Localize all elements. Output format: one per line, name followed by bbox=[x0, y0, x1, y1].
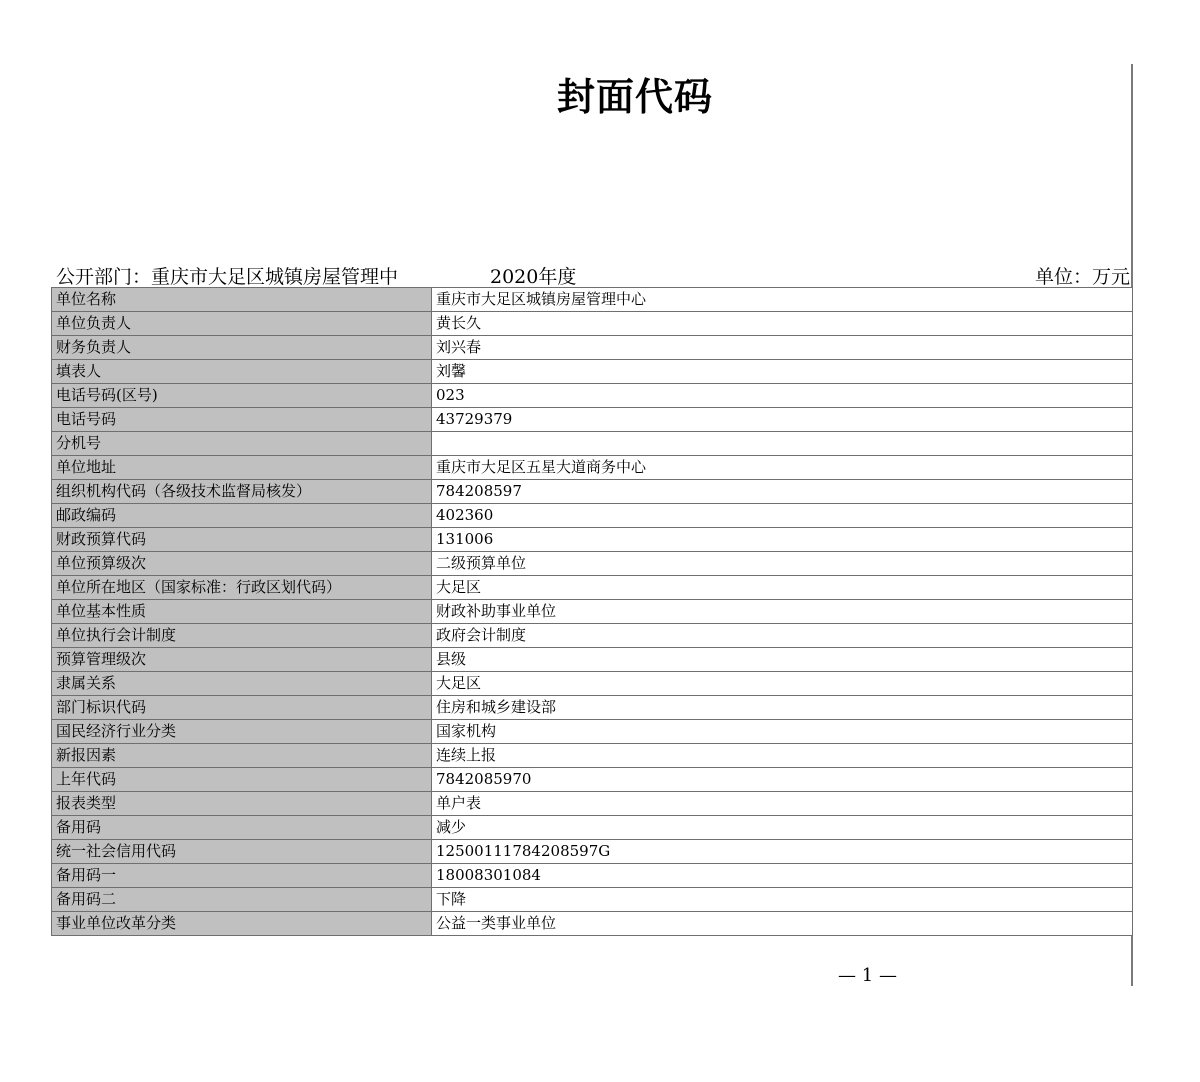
table-row bbox=[52, 888, 1133, 912]
table-row bbox=[52, 288, 1133, 312]
report-meta-line bbox=[52, 262, 1130, 288]
row-value: 县级 bbox=[432, 648, 1133, 672]
row-label: 单位预算级次 bbox=[52, 552, 432, 576]
row-label: 报表类型 bbox=[52, 792, 432, 816]
row-value: 连续上报 bbox=[432, 744, 1133, 768]
row-value: 重庆市大足区五星大道商务中心 bbox=[432, 456, 1133, 480]
row-value: 12500111784208597G bbox=[432, 840, 1133, 864]
row-value: 大足区 bbox=[432, 576, 1133, 600]
table-row bbox=[52, 792, 1133, 816]
row-value: 下降 bbox=[432, 888, 1133, 912]
row-label: 电话号码(区号) bbox=[52, 384, 432, 408]
row-label: 单位负责人 bbox=[52, 312, 432, 336]
row-value: 住房和城乡建设部 bbox=[432, 696, 1133, 720]
row-label: 填表人 bbox=[52, 360, 432, 384]
row-label: 上年代码 bbox=[52, 768, 432, 792]
table-row bbox=[52, 648, 1133, 672]
cover-code-table-body bbox=[52, 288, 1133, 936]
row-label: 部门标识代码 bbox=[52, 696, 432, 720]
row-label: 财务负责人 bbox=[52, 336, 432, 360]
row-value: 黄长久 bbox=[432, 312, 1133, 336]
row-value: 单户表 bbox=[432, 792, 1133, 816]
table-row bbox=[52, 552, 1133, 576]
row-label: 分机号 bbox=[52, 432, 432, 456]
page-title: 封面代码 bbox=[556, 75, 713, 119]
row-label: 电话号码 bbox=[52, 408, 432, 432]
table-row bbox=[52, 600, 1133, 624]
row-label: 备用码 bbox=[52, 816, 432, 840]
row-label: 隶属关系 bbox=[52, 672, 432, 696]
row-value: 大足区 bbox=[432, 672, 1133, 696]
row-value: 023 bbox=[432, 384, 1133, 408]
table-row bbox=[52, 384, 1133, 408]
row-value: 402360 bbox=[432, 504, 1133, 528]
table-row bbox=[52, 360, 1133, 384]
table-row bbox=[52, 336, 1133, 360]
department-label: 公开部门：重庆市大足区城镇房屋管理中 bbox=[56, 266, 399, 288]
table-row bbox=[52, 912, 1133, 936]
table-row bbox=[52, 720, 1133, 744]
row-label: 财政预算代码 bbox=[52, 528, 432, 552]
row-value: 784208597 bbox=[432, 480, 1133, 504]
table-row bbox=[52, 744, 1133, 768]
row-label: 预算管理级次 bbox=[52, 648, 432, 672]
row-label: 事业单位改革分类 bbox=[52, 912, 432, 936]
page-number: — 1 — bbox=[838, 965, 897, 986]
table-row bbox=[52, 576, 1133, 600]
row-label: 国民经济行业分类 bbox=[52, 720, 432, 744]
currency-unit: 单位：万元 bbox=[1034, 266, 1130, 288]
row-label: 单位名称 bbox=[52, 288, 432, 312]
row-value: 重庆市大足区城镇房屋管理中心 bbox=[432, 288, 1133, 312]
row-value: 政府会计制度 bbox=[432, 624, 1133, 648]
row-value: 7842085970 bbox=[432, 768, 1133, 792]
row-value: 减少 bbox=[432, 816, 1133, 840]
row-value: 43729379 bbox=[432, 408, 1133, 432]
row-value: 刘馨 bbox=[432, 360, 1133, 384]
row-value bbox=[432, 432, 1133, 456]
table-row bbox=[52, 768, 1133, 792]
row-value: 18008301084 bbox=[432, 864, 1133, 888]
row-label: 单位所在地区（国家标准：行政区划代码） bbox=[52, 576, 432, 600]
table-row bbox=[52, 504, 1133, 528]
table-row bbox=[52, 864, 1133, 888]
row-label: 备用码二 bbox=[52, 888, 432, 912]
table-row bbox=[52, 624, 1133, 648]
row-value: 刘兴春 bbox=[432, 336, 1133, 360]
row-label: 单位执行会计制度 bbox=[52, 624, 432, 648]
row-label: 单位地址 bbox=[52, 456, 432, 480]
row-label: 新报因素 bbox=[52, 744, 432, 768]
table-row bbox=[52, 672, 1133, 696]
table-row bbox=[52, 432, 1133, 456]
cover-code-table bbox=[51, 287, 1133, 936]
table-row bbox=[52, 840, 1133, 864]
row-label: 统一社会信用代码 bbox=[52, 840, 432, 864]
table-row bbox=[52, 456, 1133, 480]
row-label: 备用码一 bbox=[52, 864, 432, 888]
table-row bbox=[52, 816, 1133, 840]
row-label: 组织机构代码（各级技术监督局核发） bbox=[52, 480, 432, 504]
row-value: 二级预算单位 bbox=[432, 552, 1133, 576]
row-value: 131006 bbox=[432, 528, 1133, 552]
row-value: 公益一类事业单位 bbox=[432, 912, 1133, 936]
table-row bbox=[52, 408, 1133, 432]
table-row bbox=[52, 312, 1133, 336]
fiscal-year: 2020年度 bbox=[490, 266, 577, 288]
table-row bbox=[52, 480, 1133, 504]
row-label: 邮政编码 bbox=[52, 504, 432, 528]
row-value: 财政补助事业单位 bbox=[432, 600, 1133, 624]
row-value: 国家机构 bbox=[432, 720, 1133, 744]
table-row bbox=[52, 528, 1133, 552]
row-label: 单位基本性质 bbox=[52, 600, 432, 624]
table-row bbox=[52, 696, 1133, 720]
